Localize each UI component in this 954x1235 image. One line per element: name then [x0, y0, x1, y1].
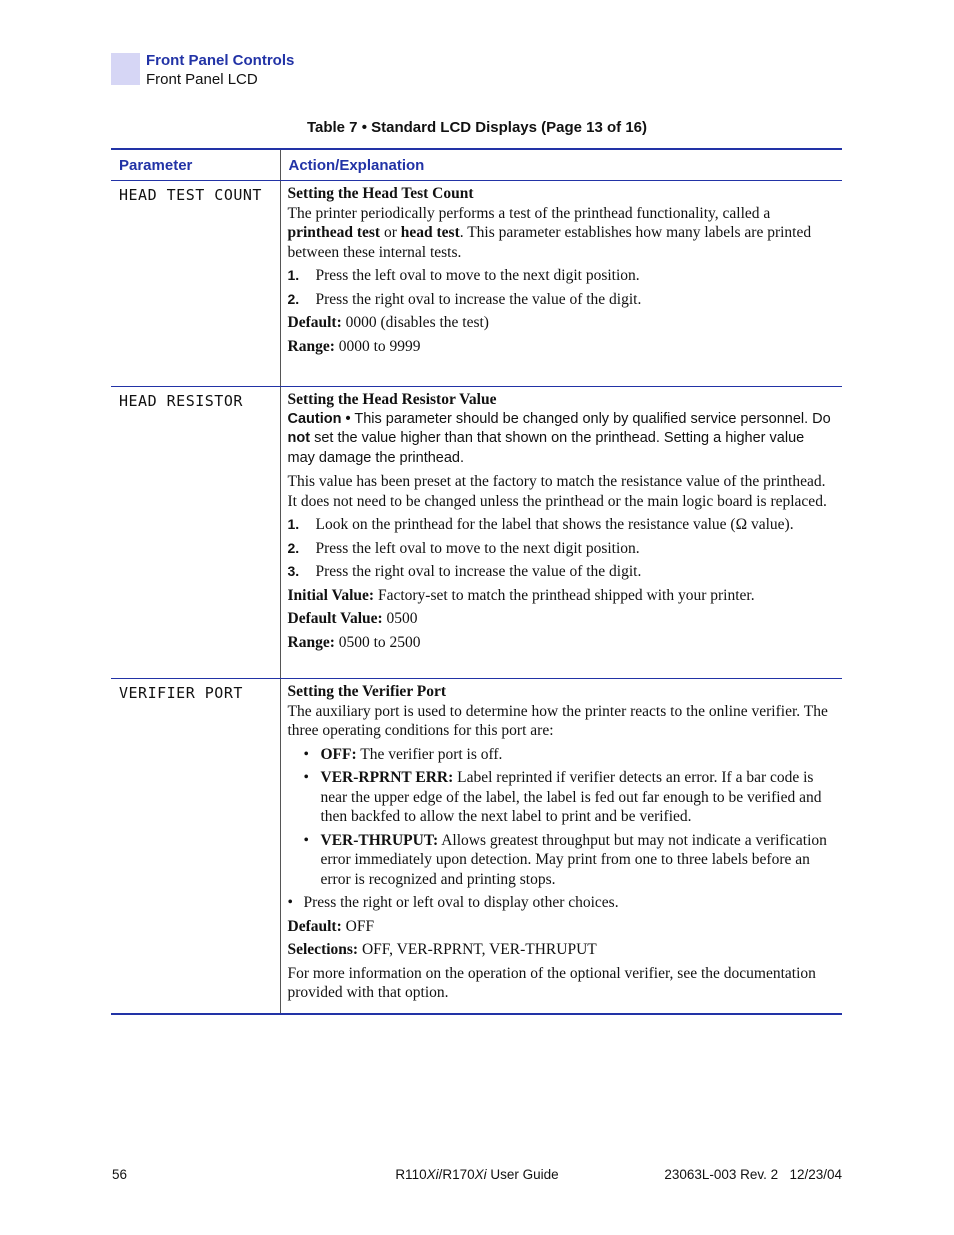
lcd-table [111, 148, 842, 1015]
bullet-note: • Press the right or left oval to display other choices. [287, 894, 619, 911]
range-value: Range: 0500 to 2500 [287, 633, 421, 651]
step-item: 2. Press the left oval to move to the next digit position. [287, 539, 640, 557]
table-row [111, 181, 842, 387]
row-paragraph: The auxiliary port is used to determine how the printer reacts to the online verifier. The three operating conditions for this port are: [287, 702, 828, 739]
step-item: 3. Press the right oval to increase the value of the digit. [287, 563, 642, 580]
step-item: 2. Press the right oval to increase the value of the digit. [287, 290, 642, 308]
row-title: Setting the Head Resistor Value [287, 391, 497, 408]
row-title: Setting the Verifier Port [287, 683, 447, 700]
range-value: Range: 0000 to 9999 [287, 337, 421, 355]
document-revision: 23063L-003 Rev. 2 12/23/04 [664, 1167, 842, 1182]
bullet-item: • VER-RPRNT ERR: Label reprinted if verifier detects an error. If a bar code is near the upper edge of the label, the label is fed out far enough to be verified and then backfed to allow the next label to print and be verified. [303, 769, 822, 825]
column-header-action: Action/Explanation [280, 149, 842, 181]
row-intro: The printer periodically performs a test of the printhead functionality, called a printhead test or head test. This parameter establishes how many labels are printed between these internal tests. [287, 204, 812, 261]
action-cell [280, 181, 842, 387]
section-title: Front Panel Controls [146, 52, 295, 69]
parameter-cell: HEAD TEST COUNT [111, 181, 280, 387]
bullet-item: • OFF: The verifier port is off. [303, 745, 503, 763]
default-value: Default Value: 0500 [287, 610, 418, 627]
guide-title: R110Xi/R170Xi User Guide [395, 1167, 559, 1182]
action-cell [280, 387, 842, 679]
parameter-cell: HEAD RESISTOR [111, 387, 280, 679]
bullet-item: • VER-THRUPUT: Allows greatest throughput but may not indicate a verification error immediately upon detection. May print from one to three labels before an error is recognized and printing stops. [303, 831, 827, 888]
parameter-cell: VERIFIER PORT [111, 679, 280, 1014]
caution-note: Caution • This parameter should be changed only by qualified service personnel. Do not set the value higher than that shown on the printhead. Setting a higher value may damage the printhead. [287, 410, 831, 466]
table-row [111, 679, 842, 1014]
default-value: Default: 0000 (disables the test) [287, 314, 489, 331]
table-row [111, 387, 842, 679]
header-marker [111, 53, 140, 85]
column-header-parameter: Parameter [111, 149, 280, 181]
step-item: 1. Look on the printhead for the label that shows the resistance value (Ω value). [287, 516, 794, 533]
closing-paragraph: For more information on the operation of the optional verifier, see the documentation provided with that option. [287, 964, 816, 1001]
action-cell [280, 679, 842, 1014]
row-title: Setting the Head Test Count [287, 185, 474, 202]
initial-value: Initial Value: Factory-set to match the printhead shipped with your printer. [287, 586, 755, 604]
table-caption: Table 7 • Standard LCD Displays (Page 13 of 16) [306, 119, 648, 136]
row-paragraph: This value has been preset at the factory to match the resistance value of the printhead. It does not need to be changed unless the printhead or the main logic board is replaced. [287, 473, 827, 510]
selections-value: Selections: OFF, VER-RPRNT, VER-THRUPUT [287, 941, 597, 958]
step-item: 1. Press the left oval to move to the next digit position. [287, 267, 640, 284]
page-number: 56 [112, 1167, 128, 1182]
table-header-row [111, 149, 842, 181]
default-value: Default: OFF [287, 917, 375, 935]
subsection-title: Front Panel LCD [146, 71, 258, 88]
